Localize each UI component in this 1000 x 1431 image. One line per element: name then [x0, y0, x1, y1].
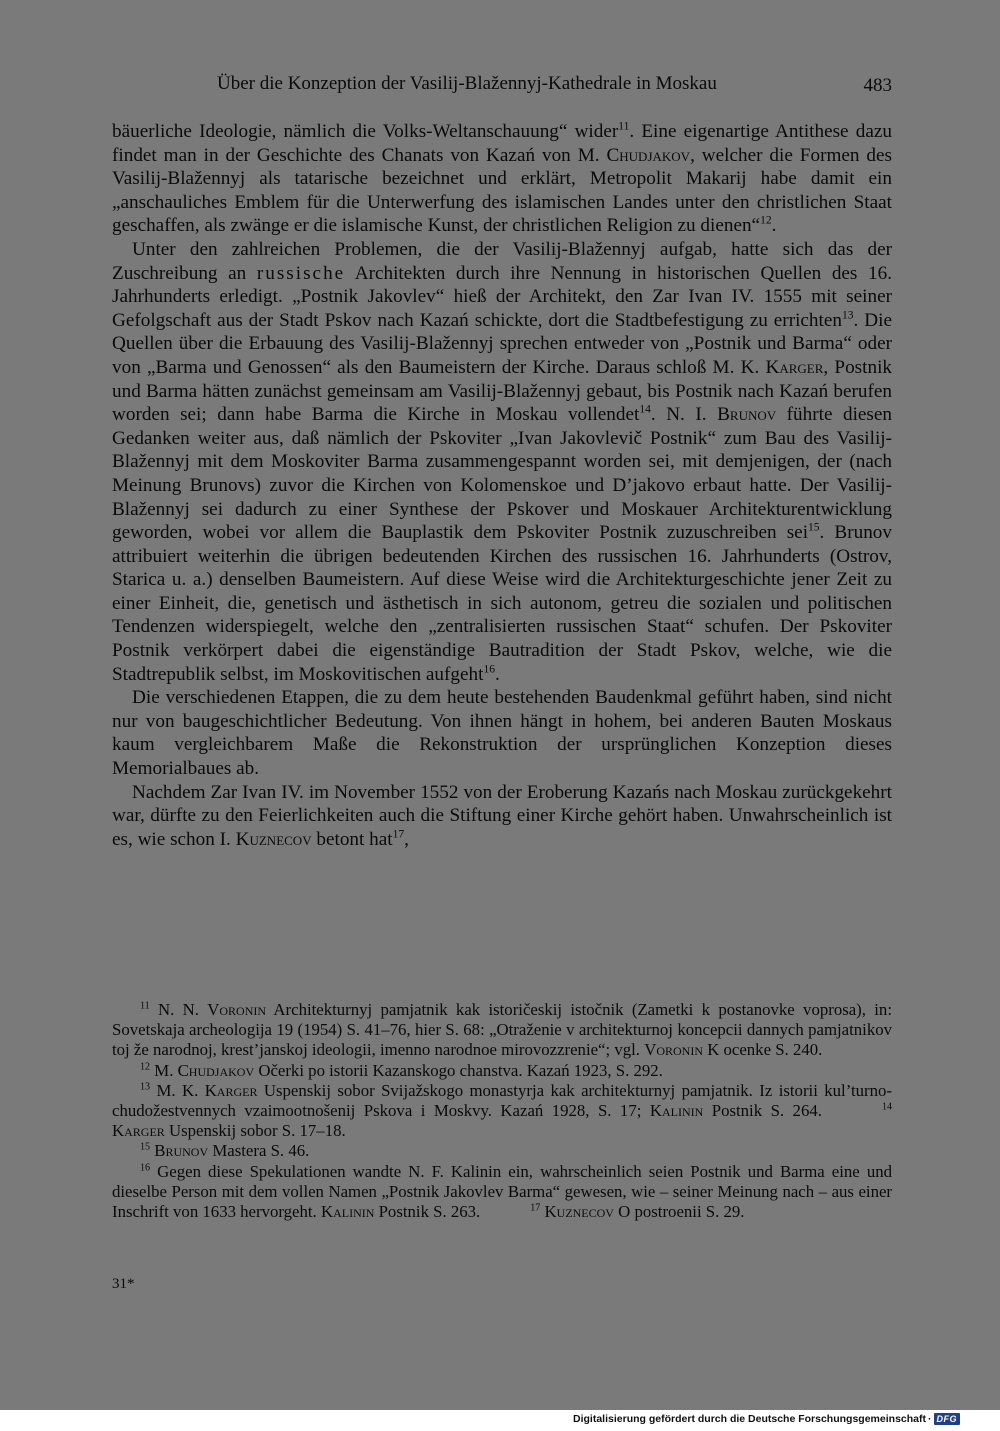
dfg-logo-icon: DFG — [934, 1413, 961, 1425]
author-name: Kuznecov — [544, 1202, 614, 1222]
author-name: Brunov — [717, 404, 777, 426]
text-span: K ocenke S. 240. — [703, 1040, 823, 1060]
footnotes — [112, 1000, 892, 1222]
footnote-number: 14 — [881, 1101, 893, 1113]
text-span: Unter den zahlreichen Problemen, die der Vasilij-Blažennyj aufgab, hatte sich das der Zuschreibung an — [112, 238, 892, 284]
footnote-ref-11: 11 — [618, 120, 630, 133]
footnote-ref-12: 12 — [760, 214, 772, 227]
author-name: Chudjakov — [606, 144, 691, 166]
footnote-15 — [112, 1141, 892, 1161]
author-name: Voronin — [207, 1000, 267, 1019]
text-span: N. N. — [149, 1000, 208, 1019]
text-span: Architekturnyj pamjatnik kak istoričeskij istočnik (Zametki k postanovke voprosa), in: Sovetskaja archeologija 19 (1954) S. 41–76, hier S. 68: „Otraženie v architekturnoj koncepcii dannych pamjatnikov toj že narodnoj, krest’janskoj ideologii, imenno narodnoe mirovozzrenie“; vgl. — [112, 1000, 892, 1060]
text-span: , welcher die Formen des Vasilij-Blažennyj als tatarische bezeichnet und erklärt, Metropolit Makarij habe damit ein „anschauliches Emblem für die Unterwerfung des islamischen Landes unter den christlichen Staat geschaffen, als zwänge er die islamische Kunst, der christlichen Religion zu dienen“ — [112, 144, 892, 237]
footnote-number: 11 — [140, 1000, 150, 1012]
text-span: Mastera S. 46. — [208, 1141, 310, 1161]
credit-separator: · — [928, 1413, 932, 1425]
paragraph-2 — [112, 238, 892, 686]
author-name: Karger — [204, 1080, 258, 1100]
author-name: Brunov — [154, 1141, 209, 1161]
footnote-13-14 — [112, 1081, 892, 1142]
footnote-11 — [112, 1000, 892, 1061]
text-span: , — [404, 828, 409, 850]
body-text — [112, 120, 892, 851]
footnote-number: 12 — [140, 1061, 151, 1073]
credit-text: Digitalisierung gefördert durch die Deutsche Forschungsgemeinschaft — [573, 1413, 926, 1425]
text-span: Gegen diese Spekulationen wandte N. F. Kalinin ein, wahrscheinlich seien Postnik und Barma eine und dieselbe Person mit dem vollen Namen „Postnik Jakovlev Barma“ gewesen, wie – seiner Meinung nach – aus einer Inschrift von 1633 hervorgeht. — [112, 1161, 892, 1222]
text-span: M. — [150, 1060, 178, 1080]
footnote-number: 13 — [140, 1081, 151, 1093]
paragraph-3: Die verschiedenen Etappen, die zu dem heute bestehenden Baudenkmal geführt haben, sind nicht nur von baugeschichtlicher Bedeutung. Von ihnen hängt in hohem, bei anderen Bauten Moskaus kaum vergleichbarem Maße die Rekonstruktion der ursprünglichen Konzeption dieses Memorialbaues ab. — [112, 687, 892, 780]
footnote-ref-17: 17 — [392, 828, 405, 841]
footnote-ref-16: 16 — [483, 663, 495, 676]
text-span: Postnik S. 264. — [703, 1101, 822, 1121]
footnote-number: 15 — [140, 1141, 151, 1153]
text-span: . — [771, 215, 777, 237]
footnote-ref-13: 13 — [841, 309, 854, 322]
footnote-number: 16 — [140, 1162, 151, 1174]
text-span: , Postnik und Barma hätten zunächst gemeinsam am Vasilij-Blažennyj gebaut, bis Postnik nach Kazań berufen worden sei; dann habe Barma die Kirche in Moskau vollendet — [112, 356, 892, 426]
author-name: Karger — [765, 356, 824, 378]
text-span: O postroenii S. 29. — [613, 1202, 745, 1222]
text-span: . — [494, 663, 500, 685]
footnote-ref-14: 14 — [639, 403, 651, 416]
text-span: . Die Quellen über die Erbauung des Vasilij-Blažennyj sprechen entweder von „Postnik und Barma“ oder von „Barma und Genossen“ als den Baumeistern der Kirche. Daraus schloß M. K. — [112, 309, 892, 378]
text-span: . Brunov attribuiert weiterhin die übrigen bedeutenden Kirchen des russischen 16. Jahrhunderts (Ostrov, Starica u. a.) denselben Baumeistern. Auf diese Weise wird die Architekturgeschichte jener Zeit zu einer Einheit, die, genetisch und ästhetisch in sich autonom, getreu die sozialen und politischen Tendenzen widerspiegelt, welche den „zentralisierten russischen Staat“ schufen. Der Pskoviter Postnik verkörpert dabei die eigenständige Bautradition der Stadt Pskov, welche, wie die Stadtrepublik selbst, im Moskovitischen aufgeht — [112, 522, 892, 685]
text-span: . Eine eigenartige Antithese dazu findet man in der Geschichte des Chanats von Kazań von M. — [112, 121, 892, 166]
text-span: M. K. — [150, 1080, 205, 1100]
text-span: Architekten durch ihre Nennung in historischen Quellen des 16. Jahrhunderts erledigt. „Postnik Jakovlev“ hieß der Architekt, den Zar Ivan IV. 1555 mit seiner Gefolgschaft aus der Stadt Pskov nach Kazań schickte, dort die Stadtbefestigung zu errichten — [112, 262, 892, 331]
text-span: Postnik S. 263. — [374, 1202, 481, 1222]
author-name: Kuznecov — [235, 828, 312, 850]
text-span: bäuerliche Ideologie, nämlich die Volks-Weltanschauung“ wider — [112, 121, 619, 142]
signature-mark: 31* — [112, 1276, 135, 1292]
text-span: führte diesen Gedanken weiter aus, daß nämlich der Pskoviter „Ivan Jakovlevič Postnik“ zum Bau des Vasilij-Blažennyj mit dem Moskoviter Barma zusammengespannt worden sei, mit demjenigen, der (nach Meinung Brunovs) zuvor die Kirchen von Kolomenskoe und D’jakovo erbaut hatte. Der Vasilij-Blažennyj sei dadurch zu einer Synthese der Pskover und Moskauer Architekturentwicklung geworden, wobei vor allem die Bauplastik dem Pskoviter Postnik zuzuschreiben sei — [112, 404, 893, 544]
paragraph-4 — [112, 781, 892, 852]
page-number: 483 — [863, 75, 892, 96]
footnote-16-17 — [112, 1162, 892, 1223]
digitization-credit — [573, 1413, 960, 1425]
author-name: Kalinin — [649, 1101, 704, 1121]
paragraph-1 — [112, 120, 892, 238]
text-span: . N. I. — [650, 404, 718, 426]
text-span: betont hat — [311, 828, 393, 850]
emphasis-spaced: russische — [256, 262, 346, 284]
author-name: Voronin — [644, 1040, 703, 1060]
author-name: Chudjakov — [177, 1060, 255, 1080]
author-name: Kalinin — [320, 1202, 375, 1222]
text-span: Očerki po istorii Kazanskogo chanstva. Kazań 1923, S. 292. — [254, 1060, 663, 1080]
footnote-12 — [112, 1061, 892, 1081]
text-span: Uspenskij sobor S. 17–18. — [164, 1121, 346, 1141]
running-title: Über die Konzeption der Vasilij-Blažennyj-Kathedrale in Moskau — [217, 73, 717, 94]
text-span: Uspenskij sobor Svijažskogo monastyrja kak architekturnyj pamjatnik. Iz istorii kul’turno-chudožestvennych vzaimootnošenij Pskova i Moskvy. Kazań 1928, S. 17; — [112, 1080, 892, 1121]
footnote-ref-15: 15 — [808, 521, 820, 534]
author-name: Karger — [112, 1121, 165, 1141]
footnote-number: 17 — [530, 1202, 541, 1214]
text-span: Nachdem Zar Ivan IV. im November 1552 von der Eroberung Kazańs nach Moskau zurückgekehrt war, dürfte zu den Feierlichkeiten auch die Stiftung einer Kirche gehört haben. Unwahrscheinlich ist es, wie schon I. — [112, 781, 892, 850]
